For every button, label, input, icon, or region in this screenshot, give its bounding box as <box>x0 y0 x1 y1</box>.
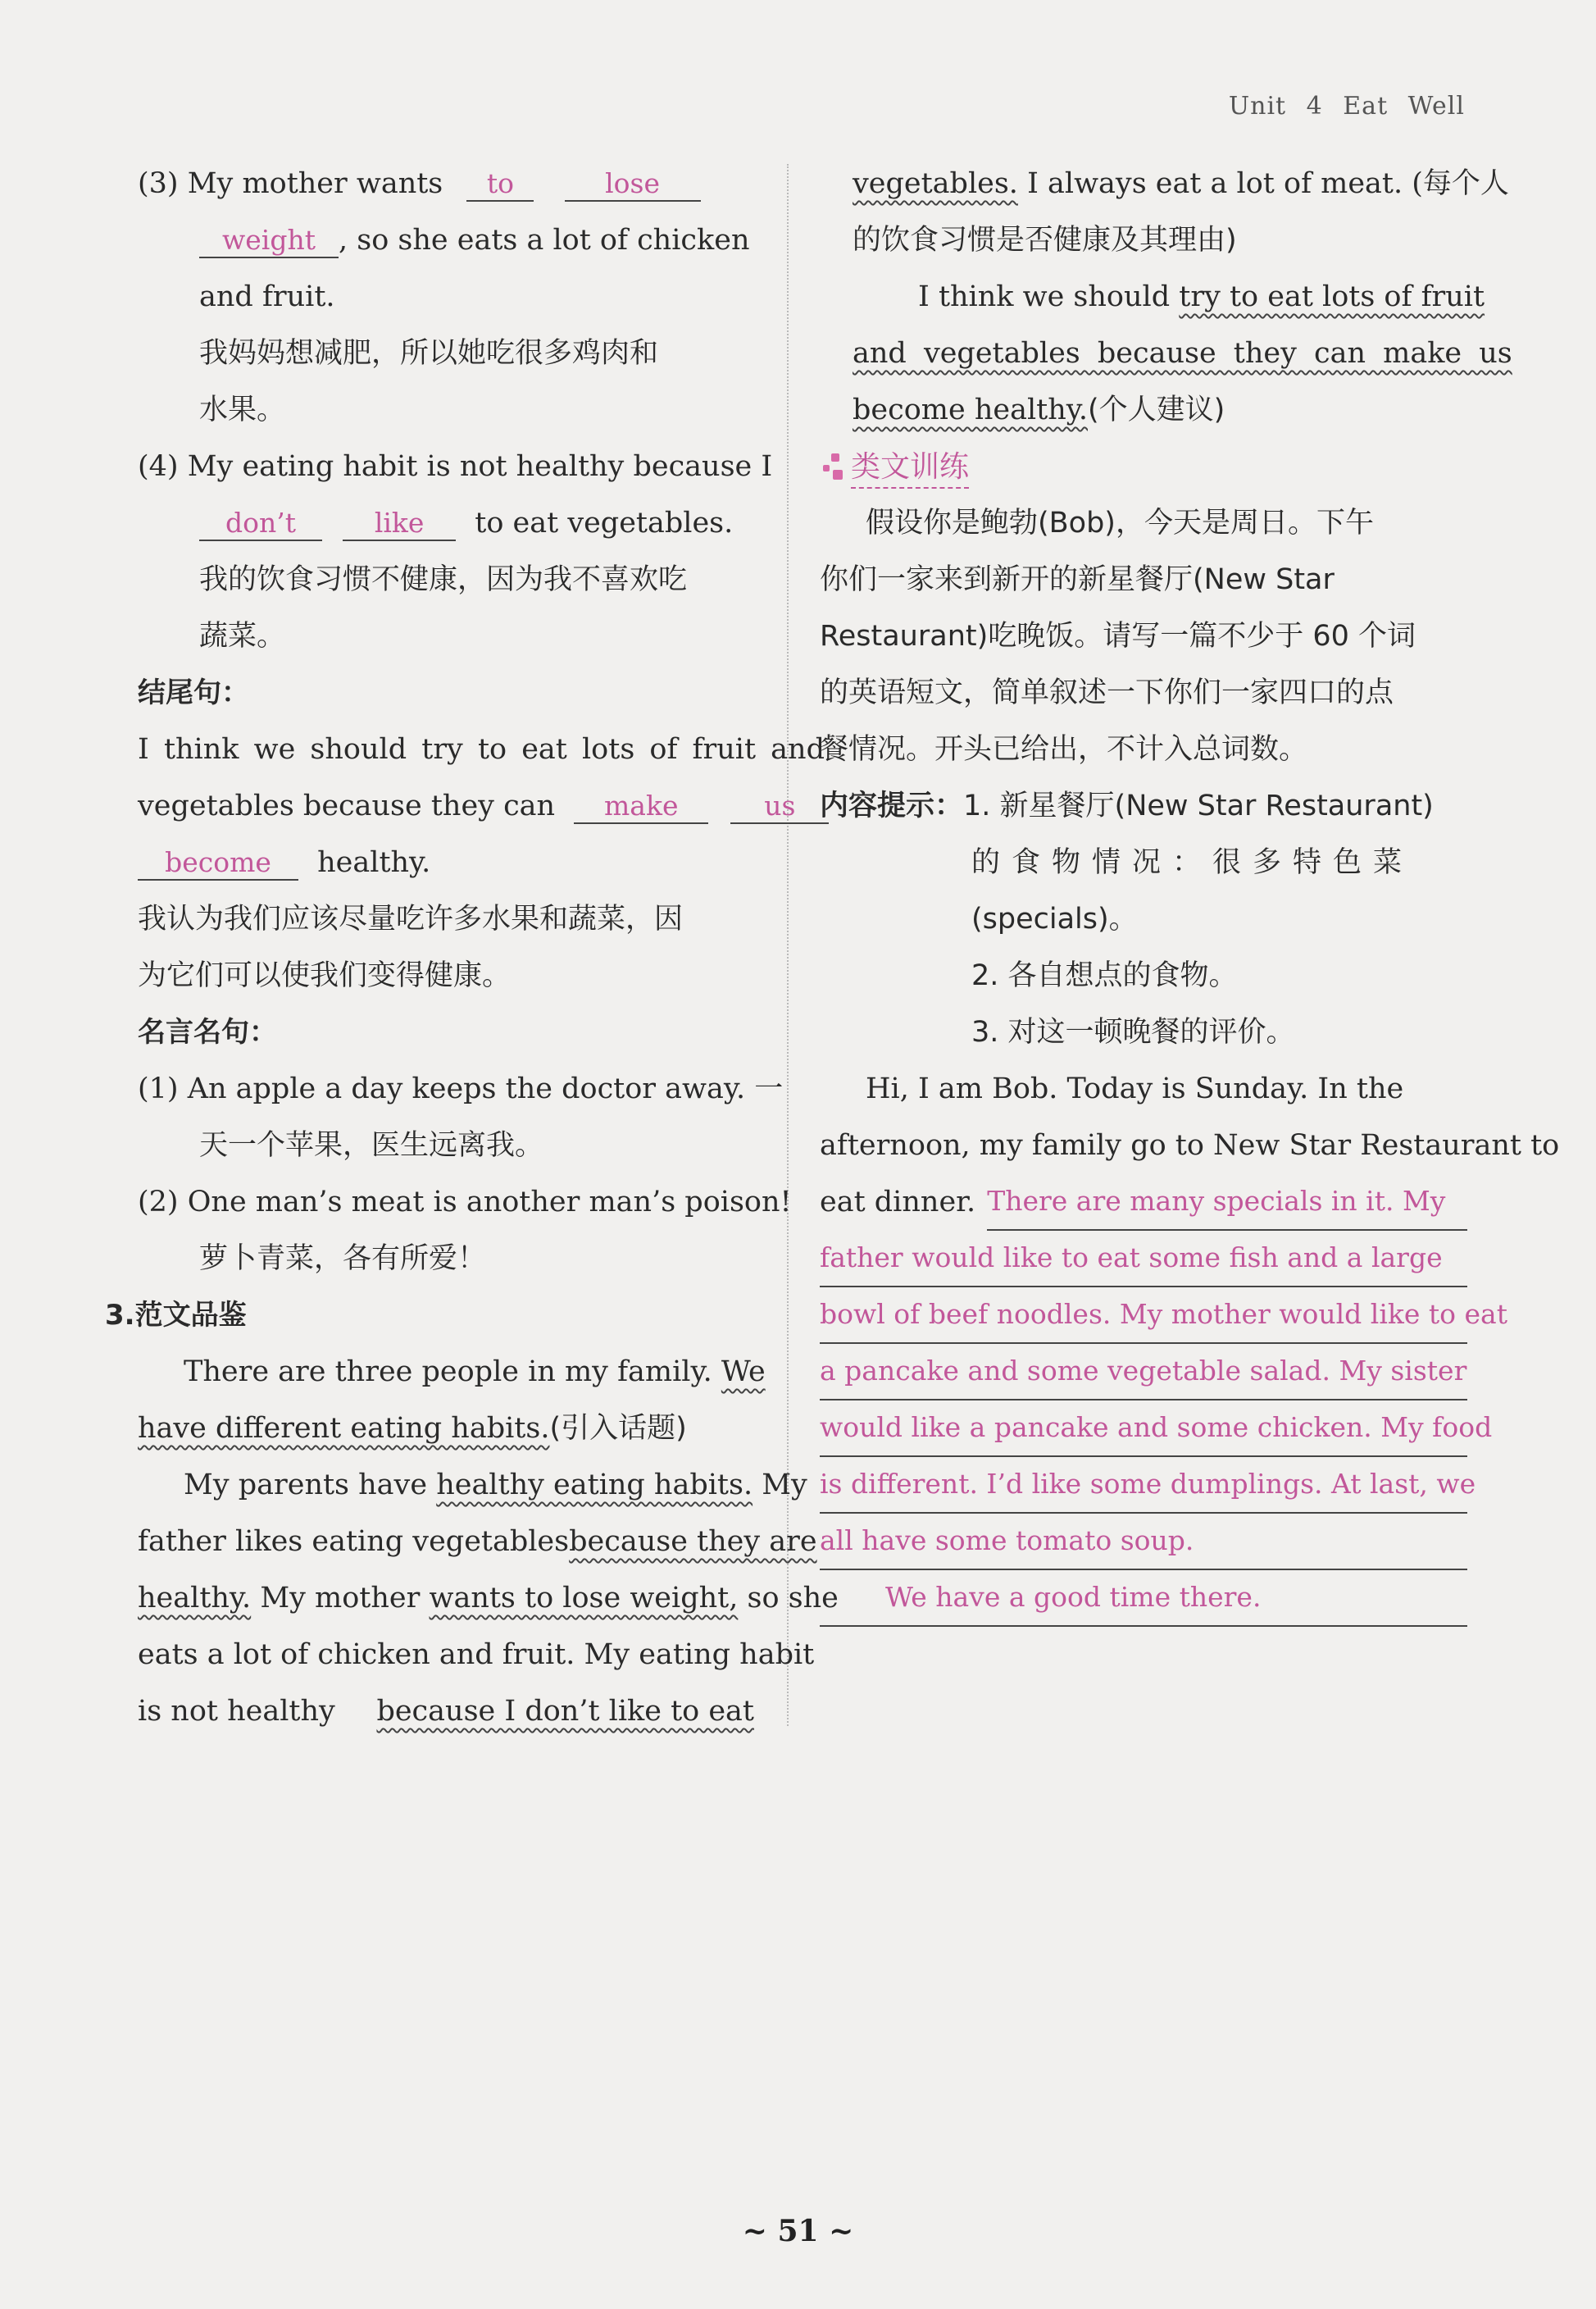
blank-answer: like <box>343 507 456 541</box>
answer-fill: There are many specials in it. My <box>987 1174 1467 1231</box>
hint-line4: 2. 各自想点的食物。 <box>971 959 1238 992</box>
hint-line5: 3. 对这一顿晚餐的评价。 <box>971 1016 1295 1049</box>
model-line3: My parents have healthy eating habits. My <box>184 1469 807 1501</box>
unit-label: Unit 4 <box>1228 92 1323 121</box>
answer-fill: would like a pancake and some chicken. My food <box>820 1400 1467 1457</box>
item3-cn1: 我妈妈想减肥，所以她吃很多鸡肉和 <box>199 337 659 370</box>
item4-line2: don’t like to eat vegetables. <box>138 495 754 552</box>
blank-answer: lose <box>565 167 701 202</box>
practice-p2: 你们一家来到新开的新星餐厅(New Star <box>820 563 1335 596</box>
answer-fill: father would like to eat some fish and a large <box>820 1231 1467 1287</box>
model-cont-line5: become healthy.(个人建议) <box>853 394 1225 426</box>
practice-p1: 假设你是鲍勃(Bob)，今天是周日。下午 <box>866 507 1374 540</box>
model-line7: is not healthy because I don’t like to eat <box>138 1695 754 1728</box>
model-line1: There are three people in my family. We <box>184 1355 766 1388</box>
conclusion-heading: 结尾句： <box>138 676 249 709</box>
model-line5: healthy. My mother wants to lose weight, so she <box>138 1582 839 1614</box>
practice-p5: 餐情况。开头已给出，不计入总词数。 <box>820 733 1308 766</box>
item3-cn2: 水果。 <box>199 394 286 426</box>
answer-line1: Hi, I am Bob. Today is Sunday. In the <box>866 1073 1404 1105</box>
model-line2: have different eating habits.(引入话题) <box>138 1412 687 1445</box>
conclusion-line2: vegetables because they can make us <box>138 778 754 835</box>
unit-title: Eat Well <box>1343 92 1465 121</box>
decor-dots-icon <box>820 453 843 483</box>
conclusion-cn1: 我认为我们应该尽量吃许多水果和蔬菜，因 <box>138 903 684 936</box>
model-cont-line4: and vegetables because they can make us <box>853 337 1512 370</box>
answer-fill: We have a good time there. <box>820 1570 1467 1627</box>
item3-line1: (3) My mother wants to lose <box>138 156 754 212</box>
answer-fill: bowl of beef noodles. My mother would like to eat <box>820 1287 1467 1344</box>
model-cont-line2: 的饮食习惯是否健康及其理由) <box>853 224 1237 257</box>
quote1-en: (1) An apple a day keeps the doctor away. 一 <box>138 1073 784 1105</box>
item4-cn1: 我的饮食习惯不健康，因为我不喜欢吃 <box>199 563 688 596</box>
answer-fill: is different. I’d like some dumplings. At last, we <box>820 1457 1467 1514</box>
model-cont-line3: I think we should try to eat lots of fruit <box>918 280 1485 313</box>
model-line6: eats a lot of chicken and fruit. My eating habit <box>138 1638 815 1671</box>
answer-line3: eat dinner. There are many specials in it. My <box>820 1174 1467 1231</box>
quote2-cn: 萝卜青菜，各有所爱！ <box>199 1242 487 1275</box>
hint-label: 内容提示： <box>820 790 964 822</box>
left-column <box>105 156 839 1740</box>
running-header <box>1229 92 1465 121</box>
right-column <box>820 156 1560 1627</box>
model-line4: father likes eating vegetables because they are <box>138 1525 817 1558</box>
quote1-cn: 天一个苹果，医生远离我。 <box>199 1129 544 1162</box>
blank-answer: to <box>466 167 534 202</box>
practice-heading: 类文训练 <box>820 439 1467 495</box>
conclusion-line1: I think we should try to eat lots of fruit and <box>138 733 825 766</box>
answer-fill: all have some tomato soup. <box>820 1514 1467 1570</box>
blank-answer: become <box>138 846 298 881</box>
conclusion-line3: become healthy. <box>138 835 754 891</box>
hint-line1: 内容提示：1. 新星餐厅(New Star Restaurant) <box>820 790 1434 822</box>
item4-cn2: 蔬菜。 <box>199 620 286 653</box>
item4-line1: (4) My eating habit is not healthy because I <box>138 450 773 483</box>
quote2-en: (2) One man’s meat is another man’s poison! <box>138 1186 792 1218</box>
practice-p3: Restaurant)吃晚饭。请写一篇不少于 60 个词 <box>820 620 1416 653</box>
quotes-heading: 名言名句： <box>138 1016 277 1049</box>
answer-fill: a pancake and some vegetable salad. My sister <box>820 1344 1467 1400</box>
item3-line2: weight , so she eats a lot of chicken <box>138 212 754 269</box>
answer-line2: afternoon, my family go to New Star Restaurant to <box>820 1129 1560 1162</box>
hint-line3: (specials)。 <box>971 903 1138 936</box>
hint-line2: 的食物情况：很多特色菜 <box>971 846 1414 879</box>
model-cont-line1: vegetables. I always eat a lot of meat. (每个人 <box>853 167 1509 200</box>
conclusion-cn2: 为它们可以使我们变得健康。 <box>138 959 512 992</box>
practice-p4: 的英语短文，简单叙述一下你们一家四口的点 <box>820 676 1394 709</box>
blank-answer: us <box>730 790 829 824</box>
blank-answer: make <box>574 790 708 824</box>
blank-answer: weight <box>199 224 339 258</box>
item3-line3: and fruit. <box>199 280 335 313</box>
model-heading: 3.范文品鉴 <box>105 1299 247 1332</box>
page-number: ~ 51 ~ <box>742 2214 854 2248</box>
blank-answer: don’t <box>199 507 322 541</box>
